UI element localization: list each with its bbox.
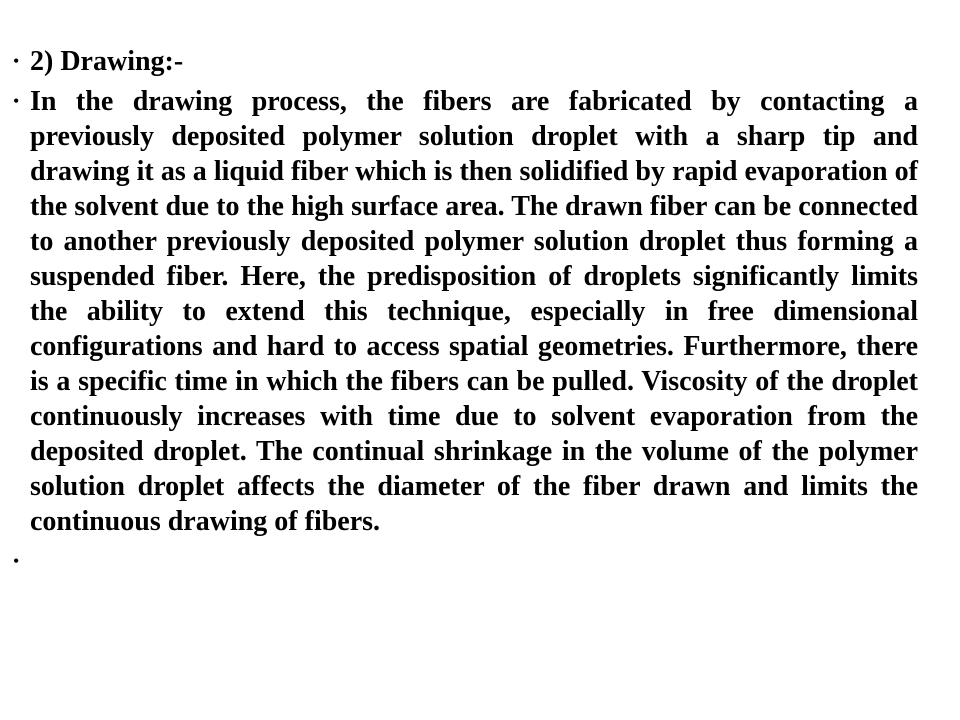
bullet-dot-icon: • <box>13 91 20 111</box>
bullet-dot-icon: • <box>13 551 20 571</box>
bullet-paragraph <box>0 84 918 539</box>
body-paragraph: In the drawing process, the fibers are fabricated by contacting a previously deposited polymer solution droplet with a sharp tip and drawing it as a liquid fiber which is then solidified by rapid evaporation of the solvent due to the high surface area. The drawn fiber can be connected to another previously deposited polymer solution droplet thus forming a suspended fiber. Here, the predisposition of droplets significantly limits the ability to extend this technique, especially in free dimensional configurations and hard to access spatial geometries. Furthermore, there is a specific time in which the fibers can be pulled. Viscosity of the droplet continuously increases with time due to solvent evaporation from the deposited droplet. The continual shrinkage in the volume of the polymer solution droplet affects the diameter of the fiber drawn and limits the continuous drawing of fibers. <box>30 86 918 537</box>
bullet-empty <box>0 544 918 579</box>
section-heading: 2) Drawing:- <box>30 46 184 77</box>
bullet-heading <box>0 44 918 79</box>
bullet-dot-icon: • <box>13 51 20 71</box>
bullet-list <box>0 44 960 579</box>
